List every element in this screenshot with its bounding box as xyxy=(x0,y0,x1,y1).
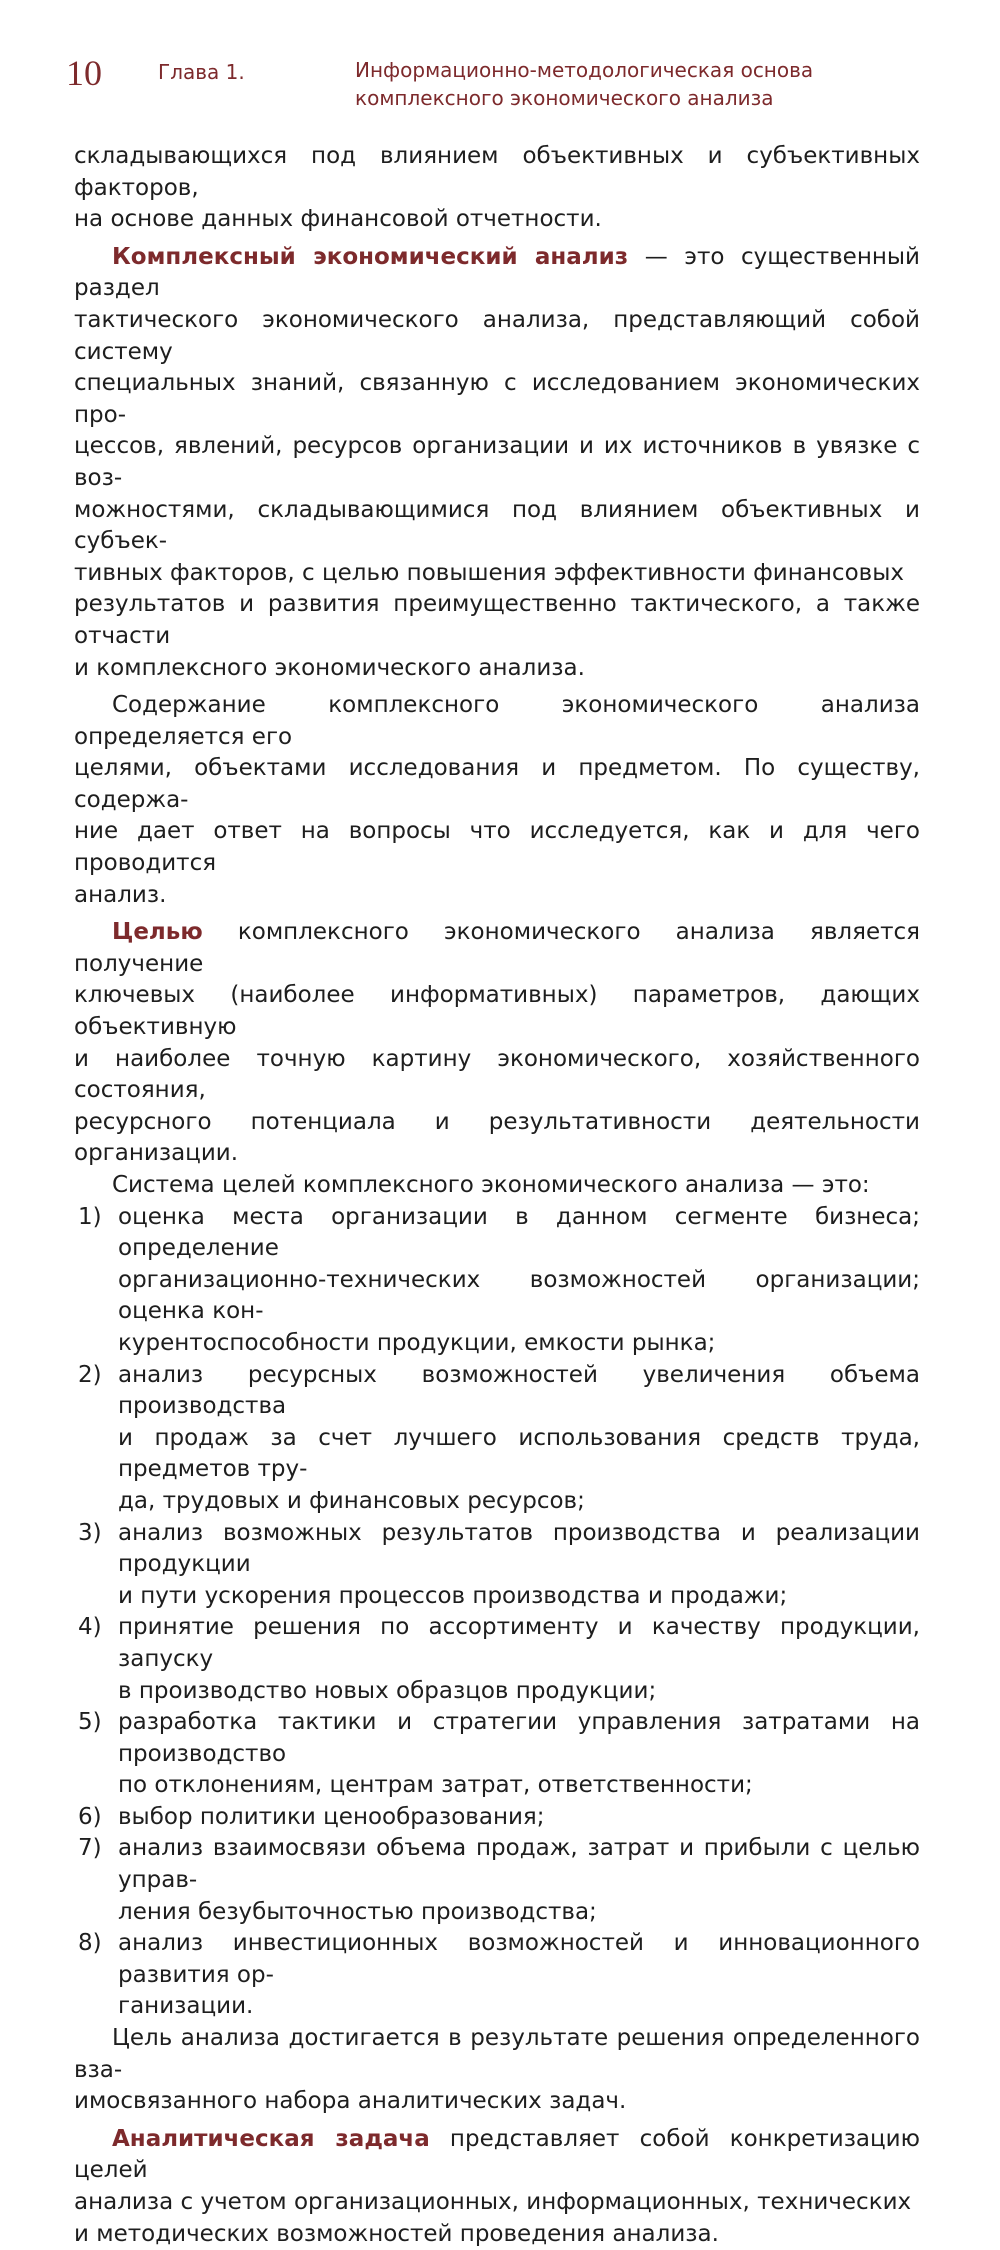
list-number: 3) xyxy=(78,1519,102,1546)
list-item xyxy=(74,1833,920,1928)
list-item xyxy=(74,1518,920,1613)
chapter-title xyxy=(355,56,813,112)
text-line: можностями, складывающимися под влиянием объективных и субъек- xyxy=(74,496,920,555)
text-line: Система целей комплексного экономического анализа — это: xyxy=(112,1172,870,1198)
text-line: и наиболее точную картину экономического, хозяйственного состояния, xyxy=(74,1045,920,1104)
list-number: 7) xyxy=(78,1835,102,1862)
list-number: 1) xyxy=(78,1203,102,1230)
paragraph-continuation xyxy=(74,141,920,236)
text-line: в производство новых образцов продукции; xyxy=(118,1677,657,1704)
text-line: анализ. xyxy=(74,881,167,908)
text-line: и методических возможностей проведения анализа. xyxy=(74,2220,719,2247)
text-line: анализ взаимосвязи объема продаж, затрат и прибыли с целью управ- xyxy=(118,1835,920,1894)
text-line: специальных знаний, связанную с исследованием экономических про- xyxy=(74,370,920,428)
list-item xyxy=(74,1202,920,1360)
text-line: на основе данных финансовой отчетности. xyxy=(74,206,602,233)
paragraph-goal xyxy=(74,917,920,1170)
text-line xyxy=(74,2124,920,2187)
text-line: и продаж за счет лучшего использования средств труда, предметов тру- xyxy=(118,1424,920,1483)
text-line: тактического экономического анализа, представляющий собой систему xyxy=(74,306,920,365)
text-line: имосвязанного набора аналитических задач. xyxy=(74,2088,627,2115)
paragraph-definition xyxy=(74,242,920,684)
chapter-title-line: комплексного экономического анализа xyxy=(355,86,774,110)
text-line: результатов и развития преимущественно тактического, а также отчасти xyxy=(74,591,920,649)
text-line: ления безубыточностью производства; xyxy=(118,1898,597,1925)
text-line: ресурсного потенциала и результативности деятельности организации. xyxy=(74,1108,920,1167)
text-line: ключевых (наиболее информативных) параметров, дающих объективную xyxy=(74,982,920,1041)
text-line: анализа с учетом организационных, информационных, технических xyxy=(74,2189,912,2215)
paragraph-tasks xyxy=(74,2023,920,2118)
text-line: выбор политики ценообразования; xyxy=(118,1803,545,1830)
text-line xyxy=(74,242,920,305)
list-number: 4) xyxy=(78,1614,102,1641)
text-fragment: представляет собой конкретизацию целей xyxy=(74,2125,920,2184)
text-line: Цель анализа достигается в результате решения определенного вза- xyxy=(74,2025,920,2083)
text-line: принятие решения по ассортименту и качеству продукции, запуску xyxy=(118,1614,920,1672)
text-line: ганизации. xyxy=(118,1993,254,2020)
page-number: 10 xyxy=(66,53,102,93)
text-line: и пути ускорения процессов производства и продажи; xyxy=(118,1582,788,1609)
list-item xyxy=(74,1612,920,1707)
text-line: курентоспособности продукции, емкости рынка; xyxy=(118,1329,716,1356)
text-line xyxy=(74,917,920,980)
text-line: ние дает ответ на вопросы что исследуется, как и для чего проводится xyxy=(74,818,920,877)
text-line: организационно-технических возможностей организации; оценка кон- xyxy=(118,1266,920,1325)
list-number: 2) xyxy=(78,1361,102,1388)
list-item xyxy=(74,1360,920,1518)
text-fragment: — это существенный раздел xyxy=(74,243,921,302)
text-line: и комплексного экономического анализа. xyxy=(74,654,585,681)
text-line: тивных факторов, с целью повышения эффективности финансовых xyxy=(74,559,904,586)
text-line: цессов, явлений, ресурсов организации и их источников в увязке с воз- xyxy=(74,433,920,491)
page-body xyxy=(74,141,920,2250)
text-line: оценка места организации в данном сегменте бизнеса; определение xyxy=(118,1203,920,1262)
running-header xyxy=(0,0,1000,120)
term-analytical-task: Аналитическая задача xyxy=(112,2125,430,2152)
text-line: разработка тактики и стратегии управления затратами на производство xyxy=(118,1709,920,1767)
text-line: Содержание комплексного экономического анализа определяется его xyxy=(74,692,920,750)
list-item xyxy=(74,1802,920,1834)
paragraph-analytical-task xyxy=(74,2124,920,2250)
goals-list xyxy=(74,1202,920,2023)
text-fragment: комплексного экономического анализа является получение xyxy=(74,919,920,977)
list-item xyxy=(74,1928,920,2023)
text-line: складывающихся под влиянием объективных и субъективных факторов, xyxy=(74,143,920,201)
list-item xyxy=(74,1707,920,1802)
text-line: целями, объектами исследования и предметом. По существу, содержа- xyxy=(74,755,920,813)
list-number: 6) xyxy=(78,1803,102,1830)
text-line: анализ инвестиционных возможностей и инновационного развития ор- xyxy=(118,1930,920,1988)
paragraph-content xyxy=(74,690,920,911)
list-number: 5) xyxy=(78,1709,102,1736)
paragraph-goal-system xyxy=(74,1170,920,1202)
text-line: по отклонениям, центрам затрат, ответственности; xyxy=(118,1772,753,1799)
term-goal: Целью xyxy=(112,919,203,946)
text-line: да, трудовых и финансовых ресурсов; xyxy=(118,1487,585,1514)
text-line: анализ возможных результатов производства и реализации продукции xyxy=(118,1519,920,1578)
chapter-title-line: Информационно-методологическая основа xyxy=(355,58,814,82)
chapter-label: Глава 1. xyxy=(158,60,245,84)
term-complex-analysis: Комплексный экономический анализ xyxy=(112,243,629,270)
list-number: 8) xyxy=(78,1930,102,1957)
text-line: анализ ресурсных возможностей увеличения объема производства xyxy=(118,1361,920,1420)
